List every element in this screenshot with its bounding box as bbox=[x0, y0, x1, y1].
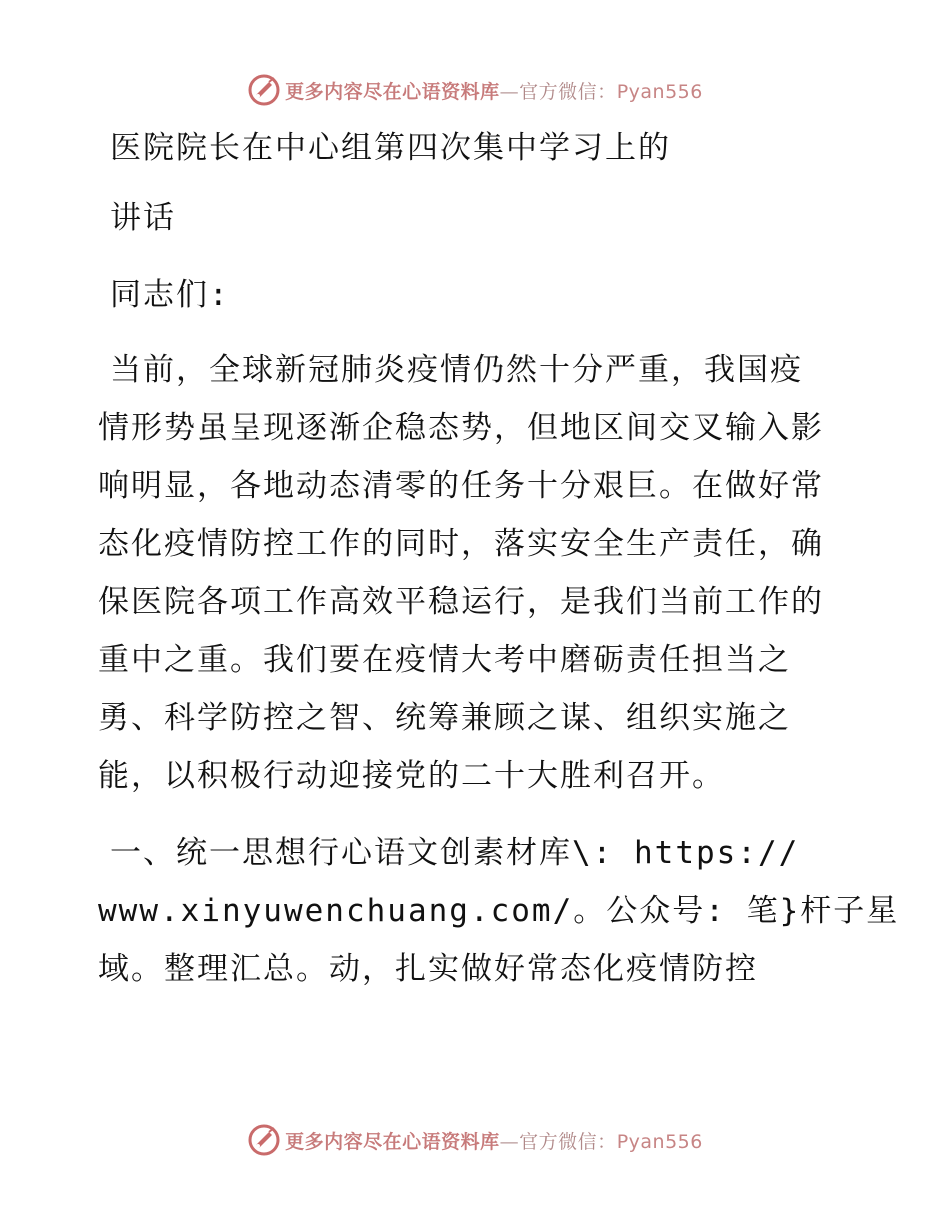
watermark-separator: — bbox=[499, 1130, 520, 1153]
paragraph1-line: 勇、科学防控之智、统筹兼顾之谋、组织实施之 bbox=[98, 700, 791, 736]
watermark-sub-text: 官方微信： bbox=[519, 1130, 617, 1153]
salutation: 同志们: bbox=[110, 277, 230, 313]
watermark-sub-text: 官方微信： bbox=[519, 80, 617, 103]
watermark-wechat-id: Pyan556 bbox=[616, 1130, 703, 1153]
brand-logo-icon bbox=[247, 73, 281, 107]
paragraph1-line: 重中之重。我们要在疫情大考中磨砺责任担当之 bbox=[98, 642, 791, 678]
paragraph2-line: www.xinyuwenchuang.com/。公众号: 笔}杆子星 bbox=[98, 893, 900, 929]
document-title-line1: 医院院长在中心组第四次集中学习上的 bbox=[110, 130, 671, 166]
brand-logo-icon bbox=[247, 1123, 281, 1157]
paragraph2-line: 域。整理汇总。动，扎实做好常态化疫情防控 bbox=[98, 951, 758, 987]
paragraph2-line: 一、统一思想行心语文创素材库\: https:// bbox=[110, 835, 800, 871]
paragraph1-line: 保医院各项工作高效平稳运行，是我们当前工作的 bbox=[98, 584, 824, 620]
watermark-main-text: 更多内容尽在心语资料库 bbox=[285, 1130, 500, 1153]
paragraph1-line: 能，以积极行动迎接党的二十大胜利召开。 bbox=[98, 758, 725, 794]
paragraph1-line: 当前，全球新冠肺炎疫情仍然十分严重，我国疫 bbox=[110, 352, 803, 388]
paragraph1-line: 情形势虽呈现逐渐企稳态势，但地区间交叉输入影 bbox=[98, 410, 824, 446]
document-title-line2: 讲话 bbox=[110, 200, 176, 236]
paragraph1-line: 态化疫情防控工作的同时，落实安全生产责任，确 bbox=[98, 526, 824, 562]
footer-watermark bbox=[0, 1120, 950, 1160]
paragraph1-line: 响明显，各地动态清零的任务十分艰巨。在做好常 bbox=[98, 468, 824, 504]
watermark-wechat-id: Pyan556 bbox=[616, 80, 703, 103]
watermark-separator: — bbox=[499, 80, 520, 103]
header-watermark bbox=[0, 70, 950, 110]
watermark-main-text: 更多内容尽在心语资料库 bbox=[285, 80, 500, 103]
